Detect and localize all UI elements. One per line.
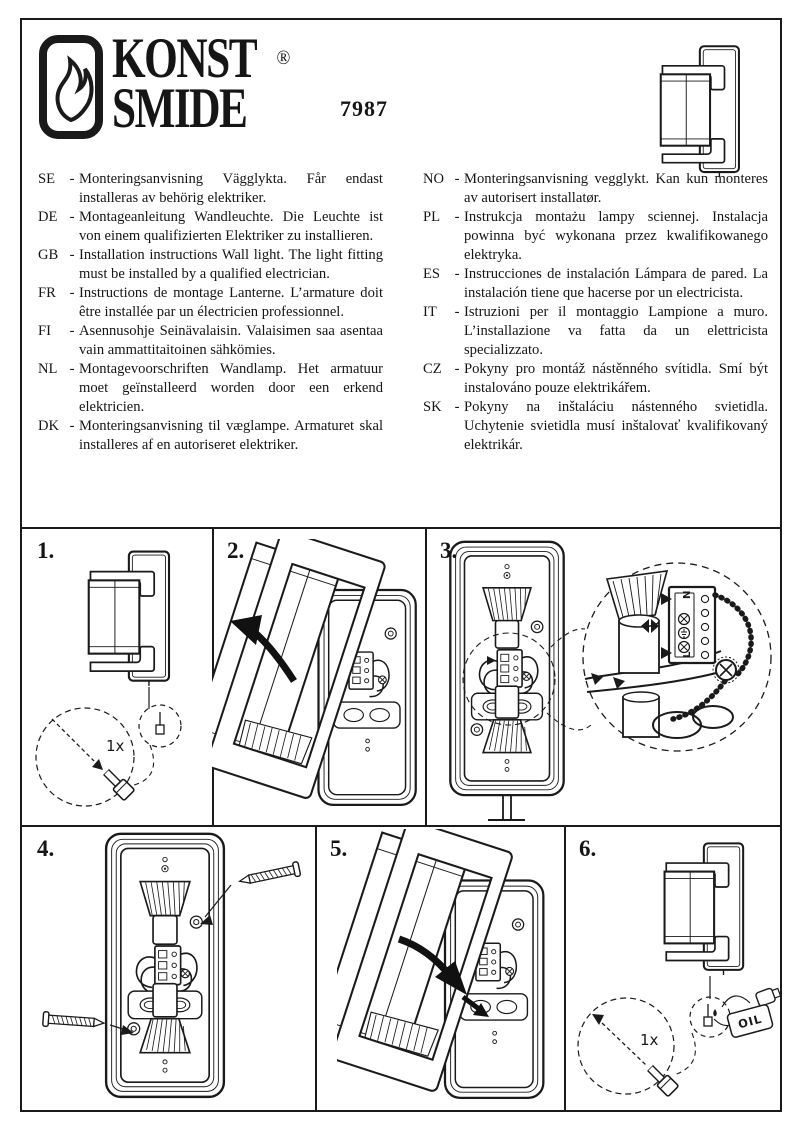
step-5-illustration — [315, 827, 564, 1110]
wall-light-side-view — [665, 843, 744, 975]
language-code: DK — [38, 418, 60, 434]
language-code: FI — [38, 323, 51, 339]
instruction-item — [38, 170, 383, 208]
step-number: 4. — [37, 836, 55, 861]
instruction-item — [38, 246, 383, 284]
instruction-item — [38, 284, 383, 322]
step-2-illustration — [212, 529, 425, 825]
quantity-label: 1x — [106, 737, 125, 755]
mounting-screw-bottom — [43, 1012, 105, 1031]
language-code: SK — [423, 399, 442, 415]
product-illustration — [650, 42, 748, 178]
instruction-item — [38, 208, 383, 246]
page-border — [20, 18, 782, 1112]
instruction-item — [38, 322, 383, 360]
step-1-illustration — [22, 529, 212, 825]
language-code: GB — [38, 247, 59, 263]
language-code: DE — [38, 209, 58, 225]
step-number: 3. — [440, 538, 458, 563]
code-separator: - — [454, 304, 460, 320]
step-panel-4 — [22, 827, 315, 1110]
instruction-text: Montageanleitung Wandleuchte. Die Leuchte ist von einem qualifizierten Elektriker zu installieren. — [79, 209, 383, 244]
instruction-column-left — [38, 170, 383, 455]
step-panel-1 — [22, 529, 212, 825]
step-number: 2. — [227, 538, 245, 563]
code-separator: - — [69, 418, 75, 434]
mains-cable — [488, 795, 525, 820]
code-separator: - — [69, 361, 75, 377]
language-code: PL — [423, 209, 441, 225]
language-code: NL — [38, 361, 58, 377]
quantity-label: 1x — [640, 1031, 659, 1049]
terminal-detail — [585, 571, 751, 738]
code-separator: - — [454, 361, 460, 377]
language-code: CZ — [423, 361, 442, 377]
instruction-item — [423, 265, 768, 303]
oil-label: OIL — [736, 1011, 764, 1032]
instruction-item — [423, 360, 768, 398]
instruction-text: Monteringsanvisning vegglykt. Kan kun monteres av autorisert installatør. — [464, 171, 768, 206]
code-separator: - — [69, 285, 75, 301]
instruction-text: Pokyny na inštaláciu nástenného svietidla. Uchytenie svietidla musí inštalovať kvalifikovaný elektrikár. — [464, 399, 768, 453]
language-code: IT — [423, 304, 437, 320]
instruction-item — [423, 170, 768, 208]
instruction-item — [423, 398, 768, 455]
code-separator: - — [454, 399, 460, 415]
language-code: SE — [38, 171, 56, 187]
direction-arrow — [52, 719, 94, 761]
instruction-text: Installation instructions Wall light. The light fitting must be installed by a qualified electrician. — [79, 247, 383, 282]
cover-refit-view — [315, 827, 543, 1098]
code-separator: - — [69, 247, 75, 263]
oil-drop-icon — [713, 1009, 717, 1017]
brand-line2: SMIDE — [112, 77, 247, 141]
instruction-item — [423, 208, 768, 265]
instruction-text: Pokyny pro montáž nástěnného svítidla. Smí být instalováno pouze elektrikářem. — [464, 361, 768, 396]
language-code: FR — [38, 285, 56, 301]
step-number: 1. — [37, 538, 55, 563]
back-plate-wiring-view — [106, 834, 224, 1097]
step-3-illustration — [425, 529, 780, 825]
instruction-text: Monteringsanvisning Vägglykta. Får endast installeras av behörig elektriker. — [79, 171, 383, 206]
instruction-text: Asennusohje Seinävalaisin. Valaisimen saa asentaa vain ammattitaitoinen sähkömies. — [79, 323, 383, 358]
brand-wordmark — [112, 27, 291, 141]
instruction-text: Instrukcja montażu lampy sciennej. Instalacja powinna być wykonana przez kwalifikowanego elektryka. — [464, 209, 768, 263]
instruction-text: Istruzioni per il montaggio Lampione a muro. L’installazione va fatta da un elettricista specializzato. — [464, 304, 768, 358]
terminal-l-label: L — [682, 651, 693, 658]
step-panel-5 — [315, 827, 564, 1110]
registered-mark: ® — [276, 47, 291, 69]
cover-removal-view — [212, 529, 416, 805]
fixing-screw-detail — [704, 1004, 717, 1026]
back-plate-wiring-view — [450, 542, 563, 795]
instruction-text: Instructions de montage Lanterne. L’armature doit être installée par un électricien professionnel. — [79, 285, 383, 320]
instruction-item — [38, 360, 383, 417]
instruction-text: Montagevoorschriften Wandlamp. Het armatuur moet geïnstalleerd worden door een erkend elektricien. — [79, 361, 383, 415]
code-separator: - — [454, 266, 460, 282]
step-number: 5. — [330, 836, 348, 861]
step-number: 6. — [579, 836, 597, 861]
instruction-text: Instrucciones de instalación Lámpara de pared. La instalación tiene que hacerse por un electricista. — [464, 266, 768, 301]
step-panel-3 — [425, 529, 780, 825]
allen-screw-icon — [645, 1063, 679, 1097]
step-panel-2 — [212, 529, 425, 825]
language-code: NO — [423, 171, 445, 187]
step-6-illustration — [564, 827, 780, 1110]
code-separator: - — [454, 209, 460, 225]
flame-logo-icon — [38, 34, 104, 140]
brand-logo — [38, 27, 302, 141]
wall-light-side-view — [89, 552, 169, 686]
code-separator: - — [69, 323, 75, 339]
instruction-item — [423, 303, 768, 360]
language-code: ES — [423, 266, 441, 282]
instruction-columns — [38, 170, 768, 455]
code-separator: - — [454, 171, 460, 187]
instruction-text: Monteringsanvisning til væglampe. Armaturet skal installeres af en autoriseret elektriker. — [79, 418, 383, 453]
instruction-item — [38, 417, 383, 455]
allen-screw-icon — [101, 767, 135, 801]
oil-tag — [727, 1004, 774, 1038]
terminal-n-label: N — [682, 590, 693, 599]
brand-line1: KONST — [112, 27, 257, 90]
wall-light-side-view — [661, 46, 739, 177]
fixing-screw-detail — [156, 712, 164, 734]
model-number: 7987 — [340, 96, 388, 121]
mounting-screw-top — [238, 861, 301, 888]
oil-bottle-icon — [755, 986, 780, 1007]
step-4-illustration — [22, 827, 315, 1110]
instruction-column-right — [423, 170, 768, 455]
code-separator: - — [69, 171, 75, 187]
step-panel-6 — [564, 827, 780, 1110]
code-separator: - — [69, 209, 75, 225]
